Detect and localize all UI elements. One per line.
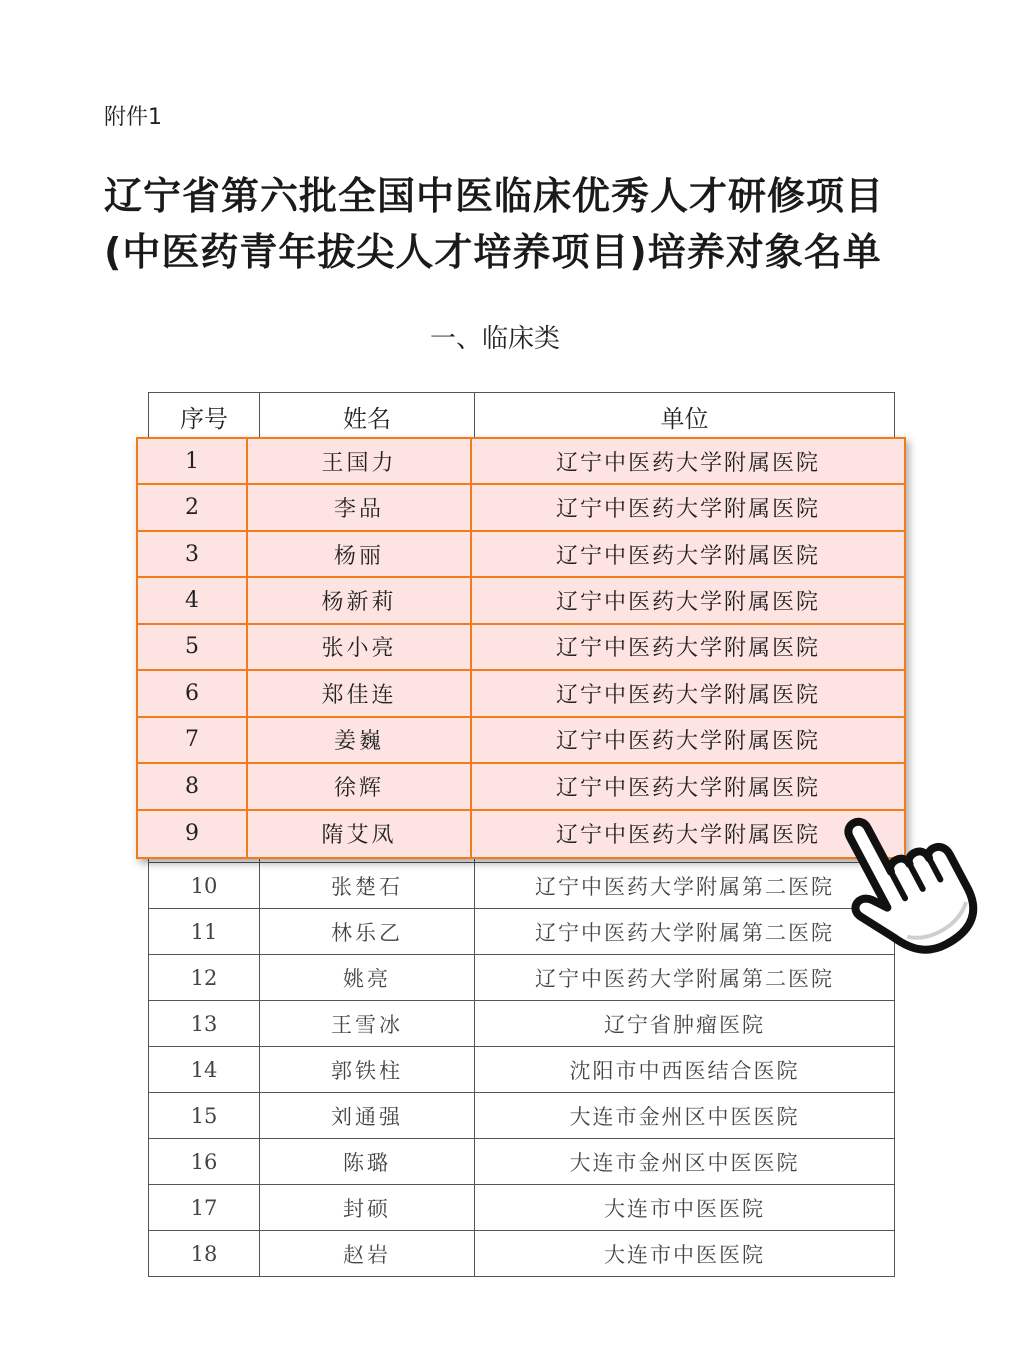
highlighted-row [138, 811, 904, 857]
header-index: 序号 [149, 393, 260, 440]
highlighted-row [138, 578, 904, 624]
document-title-line-1: 辽宁省第六批全国中医临床优秀人才研修项目 [104, 174, 885, 218]
row-name: 张楚石 [260, 863, 475, 909]
highlighted-row-unit: 辽宁中医药大学附属医院 [555, 729, 820, 755]
highlighted-row-index: 2 [138, 485, 248, 529]
highlighted-row-index: 3 [138, 532, 248, 576]
row-index: 12 [149, 955, 260, 1001]
row-name: 赵岩 [260, 1231, 475, 1277]
row-index: 16 [149, 1139, 260, 1185]
highlighted-row-name: 隋艾凤 [248, 811, 472, 857]
highlighted-rows-box [136, 437, 906, 859]
row-unit: 大连市中医医院 [475, 1185, 895, 1231]
highlighted-row-index: 4 [138, 578, 248, 622]
highlighted-row-unit: 辽宁中医药大学附属医院 [555, 682, 820, 708]
row-index: 17 [149, 1185, 260, 1231]
highlighted-row-unit: 辽宁中医药大学附属医院 [555, 823, 820, 849]
highlighted-row-name: 张小亮 [248, 625, 472, 669]
row-index: 14 [149, 1047, 260, 1093]
highlighted-row-name: 郑佳连 [248, 671, 472, 715]
row-unit: 辽宁中医药大学附属第二医院 [475, 909, 895, 955]
highlighted-row [138, 439, 904, 485]
row-name: 刘通强 [260, 1093, 475, 1139]
highlighted-row-unit: 辽宁中医药大学附属医院 [555, 775, 820, 801]
table-row [149, 1093, 895, 1139]
highlighted-row-unit: 辽宁中医药大学附属医院 [555, 497, 820, 523]
row-name: 郭铁柱 [260, 1047, 475, 1093]
row-index: 11 [149, 909, 260, 955]
document-title-line-2: (中医药青年拔尖人才培养项目)培养对象名单 [104, 230, 882, 274]
row-name: 林乐乙 [260, 909, 475, 955]
highlighted-row [138, 532, 904, 578]
highlighted-row-index: 9 [138, 811, 248, 857]
table-row [149, 1185, 895, 1231]
table-row [149, 1001, 895, 1047]
section-heading: 一、临床类 [429, 324, 560, 354]
highlighted-row-unit: 辽宁中医药大学附属医院 [555, 590, 820, 616]
row-unit: 大连市中医医院 [475, 1231, 895, 1277]
row-name: 王雪冰 [260, 1001, 475, 1047]
highlighted-row [138, 718, 904, 764]
header-unit: 单位 [475, 393, 895, 440]
highlighted-row-index: 1 [138, 439, 248, 483]
highlighted-row-name: 杨丽 [248, 532, 472, 576]
row-unit: 大连市金州区中医医院 [475, 1093, 895, 1139]
row-index: 18 [149, 1231, 260, 1277]
header-name: 姓名 [260, 393, 475, 440]
highlighted-row-name: 姜巍 [248, 718, 472, 762]
document-title [104, 168, 924, 280]
highlighted-row [138, 764, 904, 810]
table-row [149, 1231, 895, 1277]
row-name: 姚亮 [260, 955, 475, 1001]
highlighted-row-name: 王国力 [248, 439, 472, 483]
highlighted-row-unit: 辽宁中医药大学附属医院 [555, 543, 820, 569]
row-index: 13 [149, 1001, 260, 1047]
highlighted-row-index: 8 [138, 764, 248, 808]
highlighted-row [138, 485, 904, 531]
row-index: 15 [149, 1093, 260, 1139]
row-index: 10 [149, 863, 260, 909]
highlighted-row-name: 杨新莉 [248, 578, 472, 622]
highlighted-row-index: 6 [138, 671, 248, 715]
table-header-row [149, 393, 895, 440]
row-unit: 沈阳市中西医结合医院 [475, 1047, 895, 1093]
row-unit: 辽宁中医药大学附属第二医院 [475, 863, 895, 909]
row-unit: 大连市金州区中医医院 [475, 1139, 895, 1185]
highlighted-row [138, 671, 904, 717]
highlighted-row-unit: 辽宁中医药大学附属医院 [555, 450, 820, 476]
highlighted-row-index: 7 [138, 718, 248, 762]
table-row [149, 863, 895, 909]
row-name: 封硕 [260, 1185, 475, 1231]
highlighted-row-index: 5 [138, 625, 248, 669]
pointing-hand-icon [838, 790, 998, 955]
highlighted-row-name: 李品 [248, 485, 472, 529]
row-unit: 辽宁省肿瘤医院 [475, 1001, 895, 1047]
highlighted-row [138, 625, 904, 671]
highlighted-row-name: 徐辉 [248, 764, 472, 808]
row-unit: 辽宁中医药大学附属第二医院 [475, 955, 895, 1001]
table-row [149, 1139, 895, 1185]
table-row [149, 909, 895, 955]
table-row [149, 955, 895, 1001]
highlighted-row-unit: 辽宁中医药大学附属医院 [555, 636, 820, 662]
attachment-label: 附件1 [104, 105, 162, 130]
table-row [149, 1047, 895, 1093]
row-name: 陈璐 [260, 1139, 475, 1185]
